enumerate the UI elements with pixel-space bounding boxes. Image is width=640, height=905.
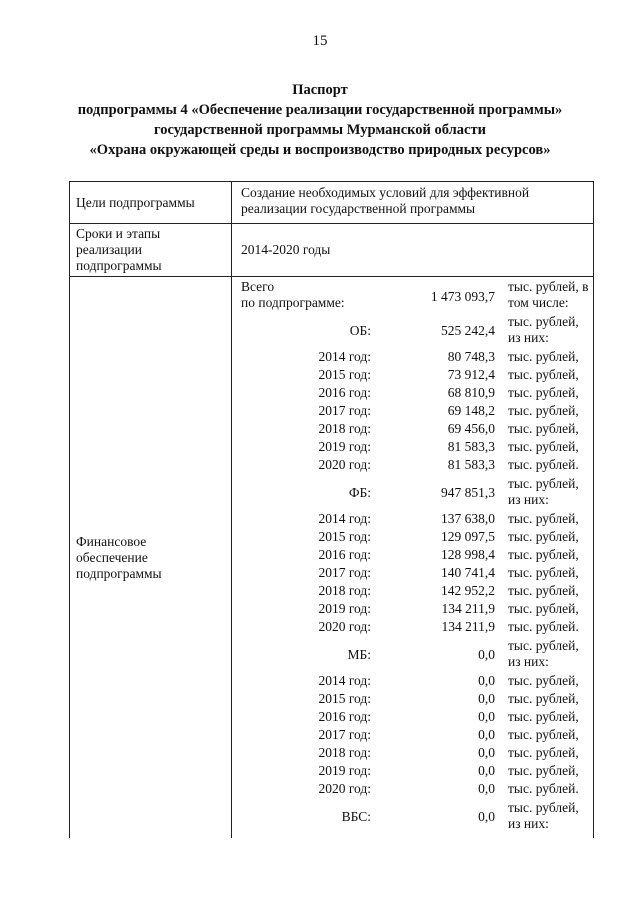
fb-year-amount: 129 097,5 xyxy=(441,529,495,544)
fb-unit xyxy=(508,476,579,508)
fb-year-row xyxy=(241,546,589,564)
vbs-unit xyxy=(508,800,579,832)
fb-year-amount: 137 638,0 xyxy=(441,511,495,526)
terms-label-line-1: Сроки и этапы xyxy=(76,226,161,241)
title-line-2: подпрограммы 4 «Обеспечение реализации государственной программы» xyxy=(77,102,563,118)
mb-year-row xyxy=(241,708,589,726)
finance-total-row xyxy=(241,279,589,313)
ob-year-amount: 80 748,3 xyxy=(447,349,495,364)
ob-year-label: 2016 год: xyxy=(318,385,371,400)
terms-value-cell xyxy=(232,224,594,277)
terms-label-line-3: подпрограммы xyxy=(76,258,162,273)
mb-year-row xyxy=(241,690,589,708)
fb-year-unit: тыс. рублей, xyxy=(508,511,579,526)
terms-label-cell xyxy=(70,224,232,277)
ob-year-label: 2017 год: xyxy=(318,403,371,418)
fb-year-unit: тыс. рублей, xyxy=(508,529,579,544)
vbs-unit-line-2: из них: xyxy=(508,816,549,831)
ob-year-row xyxy=(241,366,589,384)
ob-year-amount: 69 148,2 xyxy=(447,403,495,418)
mb-year-label: 2018 год: xyxy=(318,745,371,760)
ob-amount: 525 242,4 xyxy=(441,323,495,338)
ob-year-label: 2015 год: xyxy=(318,367,371,382)
mb-year-amount: 0,0 xyxy=(478,745,495,760)
fb-unit-line-1: тыс. рублей, xyxy=(508,476,579,491)
fb-year-unit: тыс. рублей, xyxy=(508,547,579,562)
fb-caption: ФБ: xyxy=(348,485,371,500)
goals-value-line-2: реализации государственной программы xyxy=(241,201,476,216)
mb-year-amount: 0,0 xyxy=(478,727,495,742)
row-goals xyxy=(70,182,594,224)
fb-year-row xyxy=(241,600,589,618)
fb-year-label: 2016 год: xyxy=(318,547,371,562)
finance-label-line-3: подпрограммы xyxy=(76,565,162,581)
fb-year-amount: 134 211,9 xyxy=(441,601,495,616)
ob-year-label: 2018 год: xyxy=(318,421,371,436)
ob-year-unit: тыс. рублей. xyxy=(508,457,579,472)
mb-year-label: 2016 год: xyxy=(318,709,371,724)
mb-year-amount: 0,0 xyxy=(478,691,495,706)
title-line-1: Паспорт xyxy=(292,82,348,98)
ob-year-unit: тыс. рублей, xyxy=(508,439,579,454)
total-amount: 1 473 093,7 xyxy=(430,289,495,304)
title-line-4: «Охрана окружающей среды и воспроизводство природных ресурсов» xyxy=(89,142,551,158)
mb-year-row xyxy=(241,780,589,798)
ob-year-amount: 68 810,9 xyxy=(447,385,495,400)
terms-label-line-2: реализации xyxy=(76,242,142,257)
ob-caption: ОБ: xyxy=(349,323,371,338)
finance-label-cell xyxy=(70,277,232,839)
fb-year-amount: 134 211,9 xyxy=(441,619,495,634)
total-unit xyxy=(508,279,588,311)
ob-year-unit: тыс. рублей, xyxy=(508,385,579,400)
finance-label-line-2: обеспечение xyxy=(76,549,148,565)
ob-year-amount: 69 456,0 xyxy=(447,421,495,436)
fb-year-unit: тыс. рублей, xyxy=(508,583,579,598)
fb-year-row xyxy=(241,528,589,546)
mb-year-unit: тыс. рублей, xyxy=(508,673,579,688)
goals-value-cell xyxy=(232,182,594,224)
mb-year-amount: 0,0 xyxy=(478,763,495,778)
goals-value-line-1: Создание необходимых условий для эффективной xyxy=(241,185,530,200)
ob-year-amount: 73 912,4 xyxy=(447,367,495,382)
ob-unit-line-1: тыс. рублей, xyxy=(508,314,579,329)
mb-unit xyxy=(508,638,579,670)
mb-year-label: 2020 год: xyxy=(318,781,371,796)
fb-year-unit: тыс. рублей, xyxy=(508,601,579,616)
total-caption xyxy=(241,279,345,311)
ob-unit xyxy=(508,314,579,346)
mb-unit-line-1: тыс. рублей, xyxy=(508,638,579,653)
fb-year-row xyxy=(241,564,589,582)
passport-table xyxy=(69,181,594,838)
ob-year-label: 2014 год: xyxy=(318,349,371,364)
mb-year-unit: тыс. рублей. xyxy=(508,781,579,796)
vbs-unit-line-1: тыс. рублей, xyxy=(508,800,579,815)
terms-value: 2014-2020 годы xyxy=(241,242,331,257)
mb-year-unit: тыс. рублей, xyxy=(508,709,579,724)
finance-grid xyxy=(241,277,589,838)
row-finance xyxy=(70,277,594,839)
mb-year-amount: 0,0 xyxy=(478,673,495,688)
mb-year-unit: тыс. рублей, xyxy=(508,727,579,742)
ob-year-row xyxy=(241,402,589,420)
ob-year-row xyxy=(241,438,589,456)
fb-unit-line-2: из них: xyxy=(508,492,549,507)
mb-summary-row xyxy=(241,638,589,672)
mb-year-row xyxy=(241,744,589,762)
mb-unit-line-2: из них: xyxy=(508,654,549,669)
mb-year-unit: тыс. рублей, xyxy=(508,745,579,760)
fb-year-unit: тыс. рублей, xyxy=(508,565,579,580)
vbs-caption: ВБС: xyxy=(341,809,371,824)
vbs-amount: 0,0 xyxy=(478,809,495,824)
ob-year-unit: тыс. рублей, xyxy=(508,421,579,436)
mb-year-amount: 0,0 xyxy=(478,781,495,796)
fb-year-label: 2019 год: xyxy=(318,601,371,616)
mb-year-label: 2019 год: xyxy=(318,763,371,778)
mb-year-row xyxy=(241,762,589,780)
total-unit-line-1: тыс. рублей, в xyxy=(508,279,589,294)
fb-year-label: 2014 год: xyxy=(318,511,371,526)
fb-year-amount: 140 741,4 xyxy=(441,565,495,580)
fb-year-label: 2020 год: xyxy=(318,619,371,634)
mb-amount: 0,0 xyxy=(478,647,495,662)
ob-year-unit: тыс. рублей, xyxy=(508,367,579,382)
mb-year-unit: тыс. рублей, xyxy=(508,691,579,706)
ob-year-label: 2020 год: xyxy=(318,457,371,472)
ob-unit-line-2: из них: xyxy=(508,330,549,345)
ob-year-unit: тыс. рублей, xyxy=(508,349,579,364)
title-line-3: государственной программы Мурманской области xyxy=(154,122,486,138)
fb-year-amount: 142 952,2 xyxy=(441,583,495,598)
goals-label-cell xyxy=(70,182,232,224)
total-caption-line-2: по подпрограмме: xyxy=(241,295,345,310)
ob-year-row xyxy=(241,420,589,438)
ob-year-row xyxy=(241,456,589,474)
mb-year-row xyxy=(241,726,589,744)
vbs-summary-row xyxy=(241,800,589,834)
ob-year-row xyxy=(241,384,589,402)
fb-year-label: 2017 год: xyxy=(318,565,371,580)
mb-caption: МБ: xyxy=(347,647,371,662)
fb-year-row xyxy=(241,582,589,600)
fb-year-row xyxy=(241,510,589,528)
total-unit-line-2: том числе: xyxy=(508,295,569,310)
ob-year-row xyxy=(241,348,589,366)
ob-year-label: 2019 год: xyxy=(318,439,371,454)
goals-label: Цели подпрограммы xyxy=(76,194,195,210)
mb-year-amount: 0,0 xyxy=(478,709,495,724)
fb-year-unit: тыс. рублей. xyxy=(508,619,579,634)
total-caption-line-1: Всего xyxy=(241,279,275,294)
mb-year-label: 2017 год: xyxy=(318,727,371,742)
mb-year-row xyxy=(241,672,589,690)
fb-summary-row xyxy=(241,476,589,510)
fb-year-label: 2018 год: xyxy=(318,583,371,598)
finance-value-cell xyxy=(232,277,594,839)
mb-year-label: 2014 год: xyxy=(318,673,371,688)
ob-summary-row xyxy=(241,314,589,348)
page-number: 15 xyxy=(312,33,328,49)
fb-year-amount: 128 998,4 xyxy=(441,547,495,562)
mb-year-label: 2015 год: xyxy=(318,691,371,706)
ob-year-amount: 81 583,3 xyxy=(447,457,495,472)
ob-year-amount: 81 583,3 xyxy=(447,439,495,454)
fb-year-row xyxy=(241,618,589,636)
mb-year-unit: тыс. рублей, xyxy=(508,763,579,778)
document-title xyxy=(0,80,640,160)
fb-amount: 947 851,3 xyxy=(441,485,495,500)
fb-year-label: 2015 год: xyxy=(318,529,371,544)
row-terms xyxy=(70,224,594,277)
finance-label-line-1: Финансовое xyxy=(76,533,147,549)
ob-year-unit: тыс. рублей, xyxy=(508,403,579,418)
